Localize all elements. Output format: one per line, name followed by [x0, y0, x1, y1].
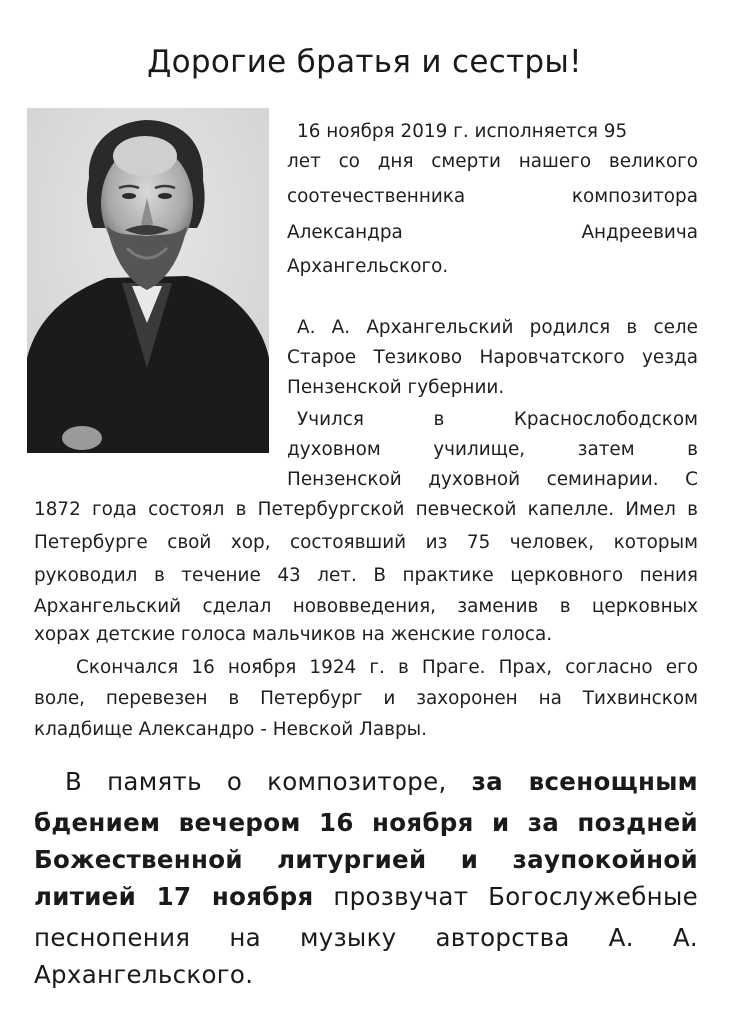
text-line: соотечественника композитора: [287, 186, 698, 207]
memorial-text: песнопения на музыку авторства А. А.: [34, 923, 698, 952]
text-line: Учился в Краснослободском: [297, 409, 698, 430]
text-line: духовном училище, затем в: [287, 439, 698, 460]
composer-portrait: [27, 108, 269, 453]
memorial-text: прозвучат Богослужебные: [333, 882, 698, 911]
text-line: лет со дня смерти нашего великого: [287, 151, 698, 172]
text-line: Пензенской губернии.: [287, 377, 505, 398]
text-line: Александра Андреевича: [287, 222, 698, 243]
text-line: хорах детские голоса мальчиков на женские голоса.: [34, 624, 553, 645]
memorial-highlight: Божественной литургией и заупокойной: [34, 845, 698, 874]
text-line: Архангельский сделал нововведения, заменив в церковных: [34, 596, 698, 617]
text-line: Скончался 16 ноября 1924 г. в Праге. Прах, согласно его: [76, 657, 698, 678]
text-line: руководил в течение 43 лет. В практике церковного пения: [34, 565, 698, 586]
portrait-photo: [27, 108, 269, 453]
text-line: кладбище Александро - Невской Лавры.: [34, 719, 427, 740]
memorial-line: [34, 877, 698, 917]
text-line: 16 ноября 2019 г. исполняется 95: [297, 121, 628, 142]
memorial-text: Архангельского.: [34, 960, 254, 989]
memorial-highlight: литией 17 ноября: [34, 882, 314, 911]
memorial-highlight: за всенощным: [471, 767, 698, 796]
text-line: Старое Тезиково Наровчатского уезда: [287, 347, 698, 368]
page-title: Дорогие братья и сестры!: [147, 44, 582, 80]
text-line: 1872 года состоял в Петербургской певческой капелле. Имел в: [34, 499, 698, 520]
memorial-highlight: бдением вечером 16 ноября и за поздней: [34, 808, 698, 837]
text-line: Пензенской духовной семинарии. С: [287, 469, 698, 490]
memorial-text: В память о композиторе,: [65, 767, 447, 796]
memorial-line: [65, 762, 698, 802]
text-line: Петербурге свой хор, состоявший из 75 человек, которым: [34, 532, 698, 553]
text-line: Архангельского.: [287, 256, 449, 277]
text-line: воле, перевезен в Петербург и захоронен на Тихвинском: [34, 688, 698, 709]
text-line: А. А. Архангельский родился в селе: [297, 317, 698, 338]
